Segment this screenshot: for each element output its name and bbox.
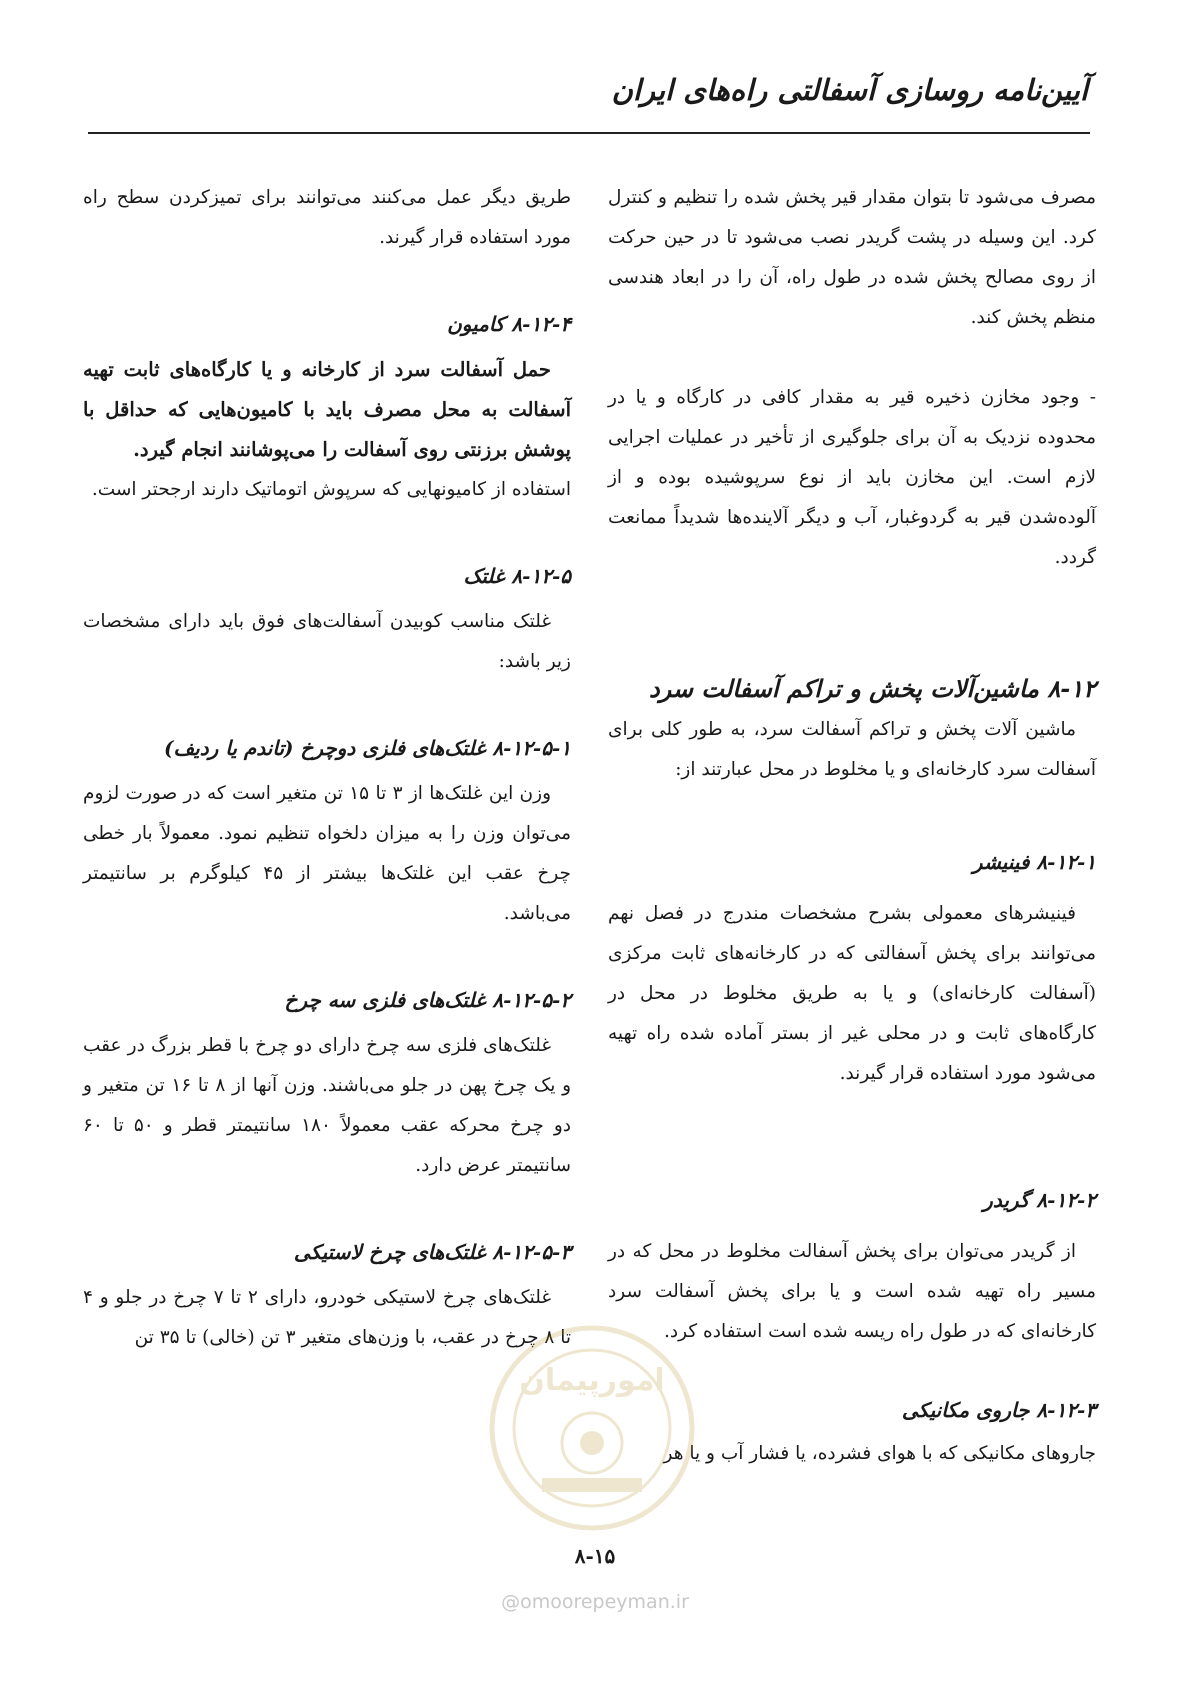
page-header-title: آیین‌نامه روسازی آسفالتی راه‌های ایران: [611, 73, 1088, 107]
paragraph: مصرف می‌شود تا بتوان مقدار قیر پخش شده را تنظیم و کنترل کرد. این وسیله در پشت گریدر نصب می‌شود تا در حین حرکت از روی مصالح پخش شده در طول راه، آن را در ابعاد هندسی منظم پخش کند.: [608, 187, 1096, 328]
paragraph: فینیشرهای معمولی بشرح مشخصات مندرج در فصل نهم می‌توانند برای پخش آسفالتی که در کارخانه‌های ثابت مرکزی (آسفالت کارخانه‌ای) و یا به طریق مخلوط در محل در کارگاه‌های ثابت و در محلی غیر از بستر آماده شده راه تهیه می‌شود مورد استفاده قرار گیرند.: [608, 903, 1096, 1084]
paragraph: غلتک‌های فلزی سه چرخ دارای دو چرخ با قطر بزرگ در عقب و یک چرخ پهن در جلو می‌باشند. وزن آنها از ۸ تا ۱۶ تن متغیر و دو چرخ محرکه عقب معمولاً ۱۸۰ سانتیمتر قطر و ۵۰ تا ۶۰ سانتیمتر عرض دارد.: [83, 1035, 572, 1176]
subsection-heading: ۸-۱۲-۵-۱ غلتک‌های فلزی دوچرخ (تاندم یا ردیف): [164, 736, 571, 760]
subsection-heading: ۸-۱۲-۲ گریدر: [983, 1188, 1096, 1212]
paragraph: ماشین آلات پخش و تراکم آسفالت سرد، به طور کلی برای آسفالت سرد کارخانه‌ای و یا مخلوط در محل عبارتند از:: [608, 719, 1096, 780]
watermark-logo: [482, 1318, 702, 1538]
subsection-heading: ۸-۱۲-۴ کامیون: [447, 312, 571, 336]
paragraph: استفاده از کامیونهایی که سرپوش اتوماتیک دارند ارجحتر است.: [91, 479, 571, 500]
website-watermark: @omoorepeyman.ir: [501, 1591, 689, 1613]
section-heading: ۸-۱۲ ماشین‌آلات پخش و تراکم آسفالت سرد: [648, 674, 1096, 703]
bold-paragraph: حمل آسفالت سرد از کارخانه و یا کارگاه‌های ثابت تهیه آسفالت به محل مصرف باید با کامیون‌هایی که حداقل با پوشش برزنتی روی آسفالت را می‌پوشانند انجام گیرد.: [83, 358, 571, 461]
paragraph: - وجود مخازن ذخیره قیر به مقدار کافی در کارگاه و یا در محدوده نزدیک به آن برای جلوگیری از تأخیر در عملیات اجرایی لازم است. این مخازن باید از نوع سرپوشیده بوده و از آلوده‌شدن قیر به گردوغبار، آب و دیگر آلاینده‌ها شدیداً ممانعت گردد.: [608, 387, 1096, 568]
subsection-heading: ۸-۱۲-۳ جاروی مکانیکی: [901, 1398, 1096, 1422]
subsection-heading: ۸-۱۲-۵ غلتک: [463, 564, 571, 588]
subsection-heading: ۸-۱۲-۵-۳ غلتک‌های چرخ لاستیکی: [293, 1240, 571, 1264]
paragraph: جاروهای مکانیکی که با هوای فشرده، یا فشار آب و یا هر: [663, 1443, 1096, 1464]
paragraph: طریق دیگر عمل می‌کنند می‌توانند برای تمیزکردن سطح راه مورد استفاده قرار گیرند.: [83, 187, 571, 248]
right-column: [608, 178, 1096, 1474]
watermark-text: امورپیمان: [519, 1363, 665, 1398]
paragraph: غلتک مناسب کوبیدن آسفالت‌های فوق باید دارای مشخصات زیر باشد:: [83, 611, 571, 672]
header-divider: [88, 132, 1090, 134]
paragraph: غلتک‌های چرخ لاستیکی خودرو، دارای ۲ تا ۷ چرخ در جلو و ۴ تا ۸ چرخ در عقب، با وزن‌های متغیر ۳ تن (خالی) تا ۳۵ تن: [83, 1287, 571, 1348]
subsection-heading: ۸-۱۲-۱ فینیشر: [972, 850, 1096, 874]
subsection-heading: ۸-۱۲-۵-۲ غلتک‌های فلزی سه چرخ: [284, 988, 571, 1012]
page-number: ۸-۱۵: [574, 1544, 616, 1568]
paragraph: وزن این غلتک‌ها از ۳ تا ۱۵ تن متغیر است که در صورت لزوم می‌توان وزن را به میزان دلخواه تنظیم نمود. معمولاً بار خطی چرخ عقب این غلتک‌ها بیشتر از ۴۵ کیلوگرم بر سانتیمتر می‌باشد.: [83, 783, 571, 924]
left-column: [83, 178, 571, 1358]
paragraph: از گریدر می‌توان برای پخش آسفالت مخلوط در محل که در مسیر راه تهیه شده است و یا برای پخش آسفالت سرد کارخانه‌ای که در طول راه ریسه شده است استفاده کرد.: [608, 1241, 1096, 1342]
